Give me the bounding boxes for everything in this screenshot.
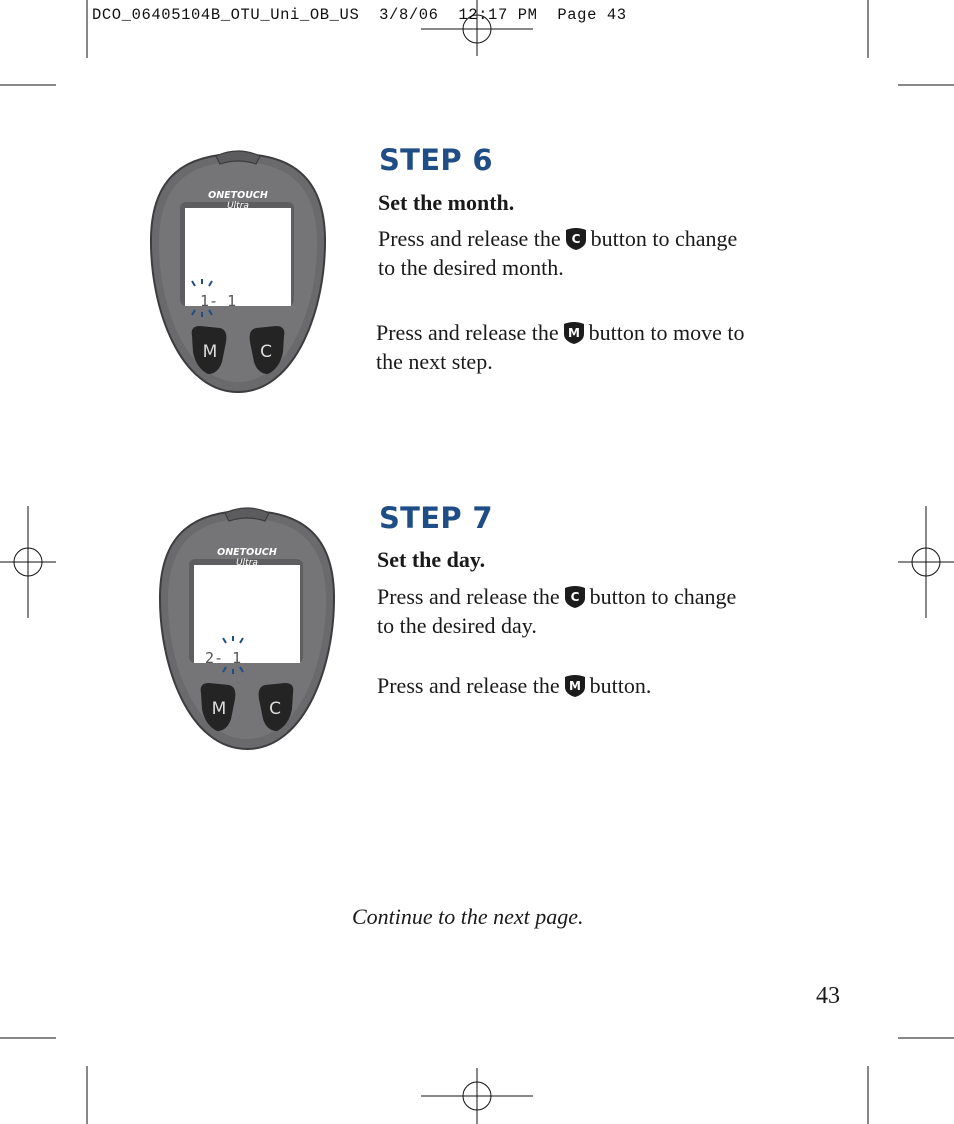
step-subtitle: Set the month. <box>378 190 515 215</box>
meter-c-button: C <box>269 699 281 719</box>
instruction-paragraph: Press and release the M button. <box>377 673 652 698</box>
m-button-icon <box>564 674 586 698</box>
continue-note: Continue to the next page. <box>352 904 584 929</box>
meter-m-button: M <box>211 699 227 719</box>
meter-illustration-step6 <box>148 148 328 398</box>
print-slug: DCO_06405104B_OTU_Uni_OB_US 3/8/06 12:17 PM Page 43 <box>92 6 627 24</box>
meter-m-button: M <box>202 342 218 362</box>
c-button-icon <box>565 227 587 251</box>
instruction-paragraph: Press and release the M button to move to the next step. <box>376 320 745 374</box>
svg-text:C: C <box>570 590 580 604</box>
m-button-icon <box>563 321 585 345</box>
svg-text:M: M <box>567 326 580 340</box>
meter-brand-logo: ONETOUCH <box>217 547 277 558</box>
meter-brand-logo: ONETOUCH <box>208 190 268 201</box>
svg-text:C: C <box>571 232 581 246</box>
step-title: STEP 7 <box>379 501 493 535</box>
c-button-icon <box>564 585 586 609</box>
page-number: 43 <box>816 983 840 1009</box>
meter-c-button: C <box>260 342 272 362</box>
meter-brand-sub: Ultra <box>236 558 258 568</box>
instruction-paragraph: Press and release the C button to change to the desired month. <box>378 226 738 280</box>
meter-display-date: 2- 1 <box>205 649 242 667</box>
meter-illustration-step7 <box>157 505 337 755</box>
step-subtitle: Set the day. <box>377 547 486 572</box>
instruction-paragraph: Press and release the C button to change to the desired day. <box>377 584 737 638</box>
step-title: STEP 6 <box>379 143 493 177</box>
meter-display-date: 1- 1 <box>200 292 237 310</box>
meter-brand-sub: Ultra <box>227 201 249 211</box>
svg-text:M: M <box>568 679 581 693</box>
